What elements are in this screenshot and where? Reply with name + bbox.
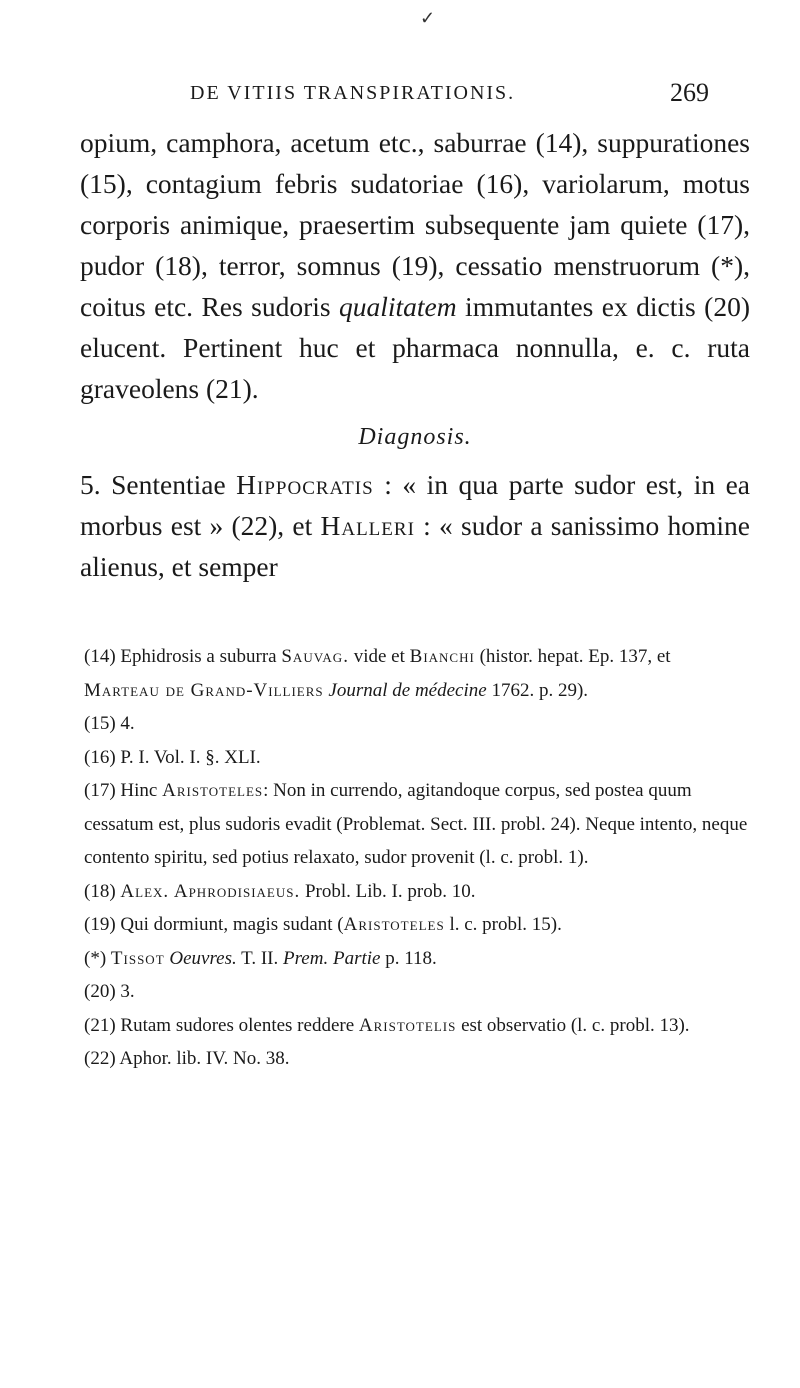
footnote-text: Probl. Lib. I. prob. 10. — [300, 880, 476, 902]
footnote-text: p. 118. — [380, 947, 437, 969]
p2-author-hippocrates: Hippocratis — [236, 469, 374, 500]
footnote-author: Aristoteles — [343, 914, 445, 935]
footnotes — [84, 640, 750, 1076]
footnote-text: Qui dormiunt, magis sudant ( — [115, 914, 344, 935]
footnote-text: 3. — [115, 981, 135, 1002]
footnote-text: Ephidrosis a suburra — [115, 646, 282, 667]
section-heading-diagnosis: Diagnosis. — [358, 424, 472, 450]
paragraph-causes — [80, 122, 750, 409]
footnote-author: Marteau de Grand-Villiers — [84, 679, 324, 701]
footnote-19 — [84, 908, 750, 942]
footnote-number: (19) — [84, 914, 116, 935]
footnote-text: vide et — [348, 646, 410, 667]
footnote-20 — [84, 975, 750, 1009]
footnote-text: 1762. p. 29). — [486, 679, 589, 701]
footnote-author: Aristotelis — [358, 1014, 457, 1036]
footnote-text: l. c. probl. 15). — [444, 914, 562, 935]
page-number: 269 — [670, 78, 709, 107]
footnote-text: Rutam sudores olentes reddere — [115, 1014, 359, 1036]
footnote-16 — [84, 741, 750, 775]
footnote-number: (*) — [84, 947, 107, 969]
footnote-21 — [84, 1009, 750, 1043]
footnote-author: Alex. Aphrodisiaeus. — [120, 880, 301, 902]
footnote-star — [84, 942, 750, 976]
paragraph-diagnosis — [80, 464, 750, 587]
footnote-number: (20) — [84, 981, 116, 1002]
footnote-text: est observatio (l. c. probl. 13). — [456, 1014, 690, 1036]
footnote-text: T. II. — [236, 947, 284, 969]
footnote-author: Sauvag. — [281, 646, 349, 667]
footnote-text: Aphor. lib. IV. No. 38. — [115, 1048, 290, 1069]
footnote-title: Prem. Partie — [283, 947, 381, 969]
footnote-author: Bianchi — [409, 646, 475, 667]
footnote-number: (17) — [84, 780, 116, 801]
top-mark: ✓ — [420, 8, 436, 29]
p2-c: : « sudor a sanissimo homine alienus, et semper — [80, 510, 750, 582]
paragraph-causes-italic: qualitatem — [339, 291, 457, 322]
running-title: DE VITIIS TRANSPIRATIONIS. — [190, 82, 516, 104]
p2-author-halleri: Halleri — [320, 510, 415, 541]
footnote-14 — [84, 640, 750, 707]
footnote-number: (15) — [84, 713, 116, 734]
p2-a: 5. Sententiae — [80, 469, 237, 500]
footnote-text: : Non in currendo, agitandoque corpus, sed postea quum cessatum est, plus sudoris evadit (Problemat. Sect. III. probl. 24). Neque intento, neque contento spiritu, sed potius relaxato, sudor provenit (l. c. probl. 1). — [84, 780, 748, 868]
footnote-number: (21) — [84, 1014, 116, 1036]
footnote-number: (16) — [84, 746, 116, 768]
footnote-title: Journal de médecine — [328, 679, 487, 701]
footnote-15 — [84, 707, 750, 741]
main-text — [80, 122, 750, 587]
footnote-18 — [84, 875, 750, 909]
footnote-text: 4. — [115, 713, 135, 734]
footnote-author: Tissot — [110, 947, 165, 969]
paragraph-causes-text2: immutantes ex dictis (20) elucent. Pertinent huc et pharmaca nonnulla, e. c. ruta graveolens (21). — [80, 291, 750, 404]
p2-b: : « in qua parte sudor est, in ea morbus est » (22), et — [80, 469, 750, 541]
paragraph-causes-text: opium, camphora, acetum etc., saburrae (14), suppurationes (15), contagium febris sudatoriae (16), variolarum, motus corporis animique, praesertim subsequente jam quiete (17), pudor (18), terror, somnus (19), cessatio menstruorum (*), coitus etc. Res sudoris — [80, 127, 750, 322]
footnote-text: (histor. hepat. Ep. 137, et — [474, 646, 671, 667]
footnote-22 — [84, 1042, 750, 1076]
footnote-text: P. I. Vol. I. §. XLI. — [115, 746, 261, 768]
footnote-number: (22) — [84, 1048, 116, 1069]
footnote-17 — [84, 774, 750, 875]
footnote-number: (14) — [84, 646, 116, 667]
footnote-number: (18) — [84, 880, 116, 902]
footnote-author: Aristoteles — [162, 780, 264, 801]
footnote-text: Hinc — [115, 780, 163, 801]
footnote-title: Oeuvres. — [169, 947, 237, 969]
